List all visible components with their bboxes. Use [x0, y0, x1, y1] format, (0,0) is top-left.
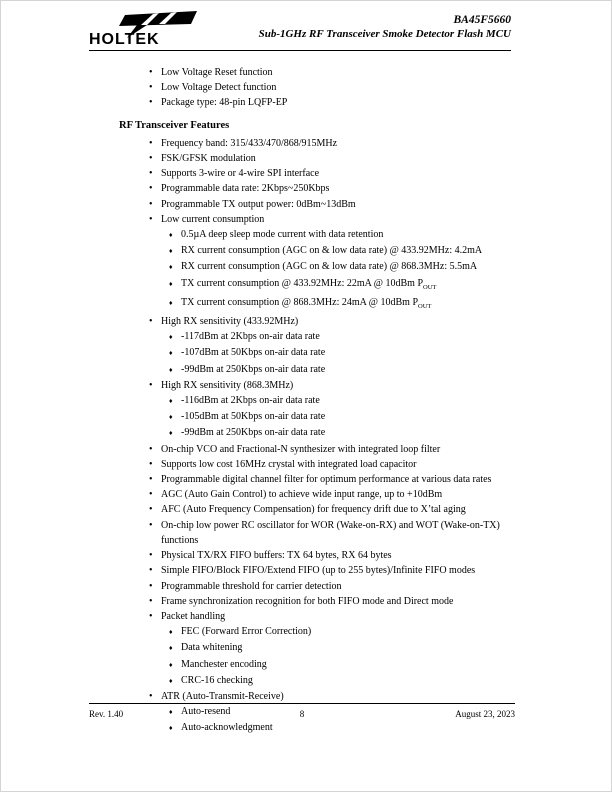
feature-text: Supports 3-wire or 4-wire SPI interface: [161, 168, 320, 180]
diamond-bullet-icon: ♦: [169, 660, 173, 669]
feature-item: [89, 362, 515, 378]
feature-item: [89, 487, 515, 502]
feature-item: [89, 314, 515, 329]
feature-text: RX current consumption (AGC on & low data rate) @ 433.92MHz: 4.2mA: [181, 245, 483, 257]
feature-item: [89, 227, 515, 243]
feature-item: [89, 259, 515, 275]
feature-item: [89, 548, 515, 563]
feature-text: CRC-16 checking: [181, 674, 253, 686]
feature-text: Programmable threshold for carrier detection: [161, 580, 342, 592]
feature-item: [89, 409, 515, 425]
feature-text: FEC (Forward Error Correction): [181, 626, 312, 638]
feature-item: [89, 151, 515, 166]
bullet-icon: •: [149, 97, 153, 109]
diamond-bullet-icon: ♦: [169, 708, 173, 717]
feature-text: -99dBm at 250Kbps on-air data rate: [181, 427, 326, 439]
bullet-icon: •: [149, 213, 153, 225]
bullet-icon: •: [149, 153, 153, 165]
feature-item: [89, 212, 515, 227]
holtek-logo-text: HOLTEK: [89, 31, 160, 48]
feature-text: Data whitening: [181, 642, 243, 654]
bullet-icon: •: [149, 489, 153, 501]
feature-text: High RX sensitivity (433.92MHz): [161, 316, 299, 328]
bullet-icon: •: [149, 316, 153, 328]
diamond-bullet-icon: ♦: [169, 333, 173, 342]
feature-list: [89, 65, 515, 737]
feature-item: [89, 243, 515, 259]
bullet-icon: •: [149, 565, 153, 577]
feature-text: ATR (Auto-Transmit-Receive): [161, 690, 284, 702]
feature-text: -116dBm at 2Kbps on-air data rate: [181, 395, 320, 407]
feature-text: Low Voltage Reset function: [161, 67, 273, 78]
header-rule: [89, 50, 511, 51]
diamond-bullet-icon: ♦: [169, 298, 173, 307]
diamond-bullet-icon: ♦: [169, 397, 173, 406]
diamond-bullet-icon: ♦: [169, 676, 173, 685]
page-number: 8: [299, 709, 305, 719]
feature-text: Physical TX/RX FIFO buffers: TX 64 bytes, RX 64 bytes: [161, 550, 392, 562]
diamond-bullet-icon: ♦: [169, 263, 173, 272]
feature-text: -105dBm at 50Kbps on-air data rate: [181, 411, 326, 423]
feature-item: [89, 378, 515, 393]
feature-text: Auto-resend: [181, 706, 231, 718]
diamond-bullet-icon: ♦: [169, 628, 173, 637]
date: August 23, 2023: [455, 709, 515, 719]
feature-item: [89, 624, 515, 640]
feature-item: [89, 442, 515, 457]
bullet-icon: •: [149, 67, 153, 78]
bullet-icon: •: [149, 550, 153, 562]
diamond-bullet-icon: ♦: [169, 231, 173, 240]
feature-item: [89, 95, 515, 110]
feature-item: [89, 563, 515, 578]
feature-text: Supports low cost 16MHz crystal with integrated load capacitor: [161, 458, 417, 470]
revision: Rev. 1.40: [89, 709, 124, 719]
feature-item: [89, 136, 515, 151]
feature-item: [89, 393, 515, 409]
feature-text: AFC (Auto Frequency Compensation) for frequency drift due to X’tal aging: [161, 504, 466, 516]
feature-item: [89, 657, 515, 673]
bullet-icon: •: [149, 610, 153, 622]
feature-text: Simple FIFO/Block FIFO/Extend FIFO (up to 255 bytes)/Infinite FIFO modes: [161, 565, 476, 577]
diamond-bullet-icon: ♦: [169, 349, 173, 358]
bullet-icon: •: [149, 519, 153, 531]
bullet-icon: •: [149, 168, 153, 180]
diamond-bullet-icon: ♦: [169, 413, 173, 422]
feature-text: -99dBm at 250Kbps on-air data rate: [181, 363, 326, 375]
section-heading: RF Transceiver Features: [119, 119, 230, 131]
feature-text: Package type: 48-pin LQFP-EP: [161, 97, 288, 109]
feature-text: On-chip low power RC oscillator for WOR (Wake-on-RX) and WOT (Wake-on-TX) functions: [161, 519, 500, 546]
feature-item: [89, 720, 515, 736]
feature-text: TX current consumption @ 433.92MHz: 22mA @ 10dBm $P_{OUT}$: [181, 277, 437, 291]
feature-text: AGC (Auto Gain Control) to achieve wide input range, up to +10dBm: [161, 489, 443, 501]
feature-text: 0.5µA deep sleep mode current with data retention: [181, 229, 384, 241]
feature-item: [89, 594, 515, 609]
feature-text: Programmable data rate: 2Kbps~250Kbps: [161, 183, 330, 195]
diamond-bullet-icon: ♦: [169, 247, 173, 256]
bullet-icon: •: [149, 379, 153, 391]
bullet-icon: •: [149, 198, 153, 210]
feature-item: [89, 518, 515, 548]
feature-item: [89, 673, 515, 689]
diamond-bullet-icon: ♦: [169, 644, 173, 653]
feature-item: [89, 197, 515, 212]
feature-item: [89, 502, 515, 517]
feature-item: [89, 65, 515, 80]
feature-text: Programmable TX output power: 0dBm~13dBm: [161, 198, 356, 210]
page-footer: [89, 703, 515, 719]
bullet-icon: •: [149, 82, 153, 94]
bullet-icon: •: [149, 458, 153, 470]
feature-item: [89, 329, 515, 345]
feature-item: [89, 276, 515, 295]
holtek-logo: [89, 11, 199, 49]
feature-text: -117dBm at 2Kbps on-air data rate: [181, 331, 320, 343]
bullet-icon: •: [149, 443, 153, 455]
diamond-bullet-icon: ♦: [169, 429, 173, 438]
feature-text: Programmable digital channel filter for optimum performance at various data rates: [161, 474, 492, 486]
feature-item: [89, 640, 515, 656]
header-titles: [259, 11, 511, 41]
diamond-bullet-icon: ♦: [169, 365, 173, 374]
feature-text: Packet handling: [161, 610, 226, 622]
doc-title: Sub-1GHz RF Transceiver Smoke Detector Flash MCU: [258, 28, 511, 40]
feature-text: On-chip VCO and Fractional-N synthesizer with integrated loop filter: [161, 443, 441, 455]
feature-text: Low Voltage Detect function: [161, 82, 277, 94]
feature-item: [89, 425, 515, 441]
feature-item: [89, 345, 515, 361]
bullet-icon: •: [149, 504, 153, 516]
feature-text: FSK/GFSK modulation: [161, 153, 256, 165]
feature-text: High RX sensitivity (868.3MHz): [161, 379, 294, 391]
feature-item: [89, 166, 515, 181]
bullet-icon: •: [149, 183, 153, 195]
feature-text: Auto-acknowledgment: [181, 722, 273, 734]
feature-item: [89, 80, 515, 95]
feature-text: Low current consumption: [161, 213, 265, 225]
feature-text: Frequency band: 315/433/470/868/915MHz: [161, 137, 338, 149]
feature-item: [89, 579, 515, 594]
feature-text: RX current consumption (AGC on & low data rate) @ 868.3MHz: 5.5mA: [181, 261, 478, 273]
feature-item: [89, 609, 515, 624]
feature-item: [89, 181, 515, 196]
bullet-icon: •: [149, 690, 153, 702]
bullet-icon: •: [149, 580, 153, 592]
feature-item: [89, 689, 515, 704]
feature-text: TX current consumption @ 868.3MHz: 24mA @ 10dBm $P_{OUT}$: [181, 296, 432, 310]
feature-text: Manchester encoding: [181, 658, 267, 670]
page-header: [1, 1, 611, 49]
bullet-icon: •: [149, 137, 153, 149]
feature-item: [89, 295, 515, 314]
feature-text: -107dBm at 50Kbps on-air data rate: [181, 347, 326, 359]
feature-text: Frame synchronization recognition for both FIFO mode and Direct mode: [161, 595, 454, 607]
bullet-icon: •: [149, 474, 153, 486]
diamond-bullet-icon: ♦: [169, 279, 173, 288]
diamond-bullet-icon: ♦: [169, 724, 173, 733]
feature-item: [89, 472, 515, 487]
feature-item: [89, 457, 515, 472]
bullet-icon: •: [149, 595, 153, 607]
part-number: BA45F5660: [453, 14, 511, 26]
